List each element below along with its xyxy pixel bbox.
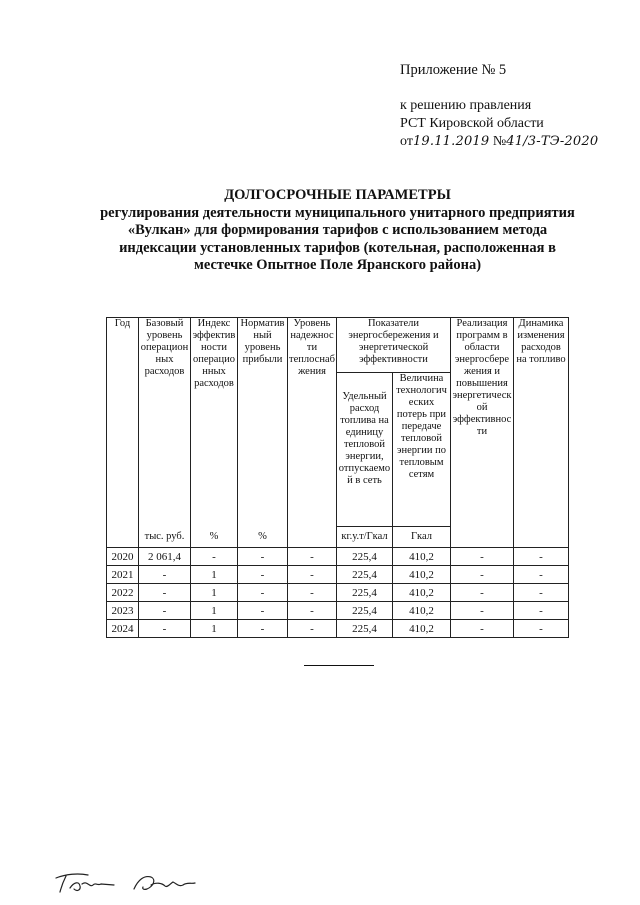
- cell-base: -: [139, 620, 191, 638]
- cell-base: 2 061,4: [139, 548, 191, 566]
- decision-from-prefix: от: [400, 134, 413, 149]
- cell-losses: 410,2: [393, 584, 451, 602]
- unit-year: [107, 527, 139, 548]
- cell-index: 1: [191, 566, 238, 584]
- cell-reliability: -: [288, 584, 337, 602]
- cell-year: 2020: [107, 548, 139, 566]
- document-title: [95, 187, 580, 275]
- cell-year: 2023: [107, 602, 139, 620]
- cell-base: -: [139, 584, 191, 602]
- cell-fuel: 225,4: [337, 620, 393, 638]
- cell-programs: -: [451, 602, 514, 620]
- cell-fuel: 225,4: [337, 584, 393, 602]
- header-efficiency-index: Индекс эффективности операционных расходов: [191, 318, 238, 527]
- cell-fuel: 225,4: [337, 566, 393, 584]
- cell-year: 2024: [107, 620, 139, 638]
- header-heat-losses: Величина технологических потерь при передаче тепловой энергии по тепловым сетям: [393, 373, 451, 527]
- decision-number-prefix: №: [492, 134, 507, 149]
- handwritten-signature: [52, 862, 222, 898]
- decision-number: 41/3-ТЭ-2020: [506, 134, 599, 149]
- appendix-label: Приложение № 5: [400, 62, 507, 78]
- cell-base: -: [139, 566, 191, 584]
- unit-programs: [451, 527, 514, 548]
- cell-profit: -: [238, 566, 288, 584]
- title-line: регулирования деятельности муниципального унитарного предприятия: [100, 204, 575, 221]
- cell-losses: 410,2: [393, 620, 451, 638]
- cell-dynamics: -: [514, 584, 569, 602]
- header-reliability: Уровень надежности теплоснабжения: [288, 318, 337, 527]
- title-line: «Вулкан» для формирования тарифов с использованием метода: [127, 222, 548, 238]
- cell-losses: 410,2: [393, 602, 451, 620]
- table-row: [107, 548, 569, 566]
- table-row: [107, 584, 569, 602]
- cell-index: 1: [191, 584, 238, 602]
- header-base-opex: Базовый уровень операционных расходов: [139, 318, 191, 527]
- cell-programs: -: [451, 566, 514, 584]
- cell-programs: -: [451, 620, 514, 638]
- cell-base: -: [139, 602, 191, 620]
- header-energy-programs: Реализация программ в области энергосбережения и повышения энергетической эффективности: [451, 318, 514, 527]
- cell-profit: -: [238, 584, 288, 602]
- cell-programs: -: [451, 584, 514, 602]
- decision-line-board: к решению правления: [400, 98, 532, 113]
- cell-profit: -: [238, 620, 288, 638]
- cell-year: 2021: [107, 566, 139, 584]
- cell-reliability: -: [288, 602, 337, 620]
- cell-reliability: -: [288, 566, 337, 584]
- cell-index: -: [191, 548, 238, 566]
- cell-year: 2022: [107, 584, 139, 602]
- decision-date: 19.11.2019: [412, 134, 490, 149]
- header-profit-level: Нормативный уровень прибыли: [238, 318, 288, 527]
- unit-reliability: [288, 527, 337, 548]
- decision-line-authority: РСТ Кировской области: [400, 116, 544, 131]
- unit-losses: Гкал: [393, 527, 451, 548]
- cell-fuel: 225,4: [337, 602, 393, 620]
- header-specific-fuel: Удельный расход топлива на единицу тепловой энергии, отпускаемой в сеть: [337, 373, 393, 527]
- cell-index: 1: [191, 620, 238, 638]
- cell-dynamics: -: [514, 620, 569, 638]
- closing-rule: [304, 665, 374, 666]
- cell-dynamics: -: [514, 602, 569, 620]
- header-energy-efficiency-group: Показатели энергосбережения и энергетической эффективности: [337, 318, 451, 373]
- unit-dynamics: [514, 527, 569, 548]
- cell-losses: 410,2: [393, 566, 451, 584]
- cell-index: 1: [191, 602, 238, 620]
- title-line: ДОЛГОСРОЧНЫЕ ПАРАМЕТРЫ: [224, 187, 451, 203]
- cell-profit: -: [238, 548, 288, 566]
- table-row: [107, 566, 569, 584]
- decision-reference: [400, 97, 598, 151]
- cell-losses: 410,2: [393, 548, 451, 566]
- unit-base: тыс. руб.: [139, 527, 191, 548]
- unit-fuel: кг.у.т/Гкал: [337, 527, 393, 548]
- unit-index: %: [191, 527, 238, 548]
- long-term-parameters-table: [106, 317, 569, 638]
- unit-profit: %: [238, 527, 288, 548]
- cell-fuel: 225,4: [337, 548, 393, 566]
- title-line: местечке Опытное Поле Яранского района): [193, 257, 482, 273]
- cell-reliability: -: [288, 548, 337, 566]
- cell-reliability: -: [288, 620, 337, 638]
- cell-profit: -: [238, 602, 288, 620]
- decision-date-number: [400, 133, 598, 151]
- cell-dynamics: -: [514, 548, 569, 566]
- header-year: Год: [107, 318, 139, 527]
- table-row: [107, 620, 569, 638]
- header-fuel-dynamics: Динамика изменения расходов на топливо: [514, 318, 569, 527]
- title-line: индексации установленных тарифов (котельная, расположенная в: [119, 239, 556, 256]
- cell-dynamics: -: [514, 566, 569, 584]
- table-row: [107, 602, 569, 620]
- cell-programs: -: [451, 548, 514, 566]
